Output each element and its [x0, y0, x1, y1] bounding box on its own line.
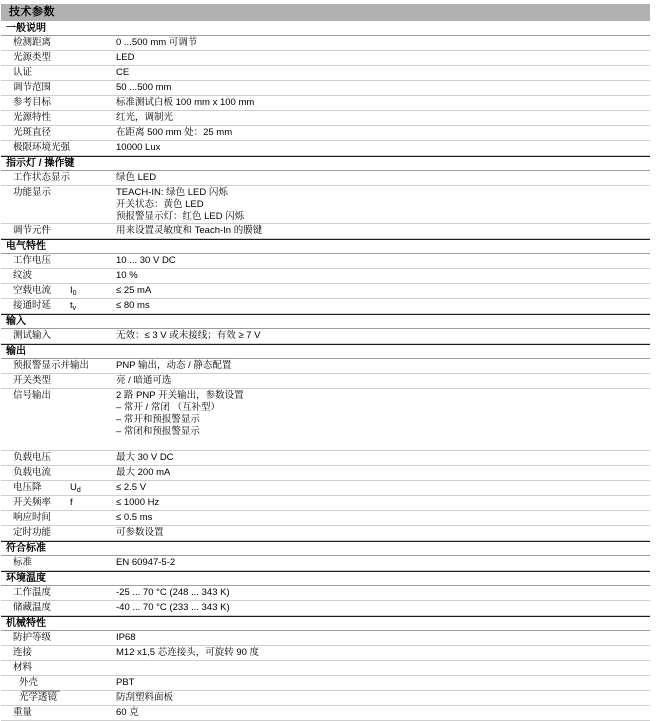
row-value: [116, 692, 650, 704]
value-line: 用来设置灵敏度和 Teach-In 的膜键: [116, 225, 263, 236]
row-label: 材料: [13, 662, 33, 673]
value-line: 无效：≤ 3 V 或未接线；有效 ≥ 7 V: [116, 330, 261, 341]
row-label: 极限环境光强: [13, 142, 71, 153]
row-value: [116, 300, 650, 312]
table-row: [1, 284, 650, 299]
table-row: [1, 269, 650, 284]
row-value: [116, 557, 650, 569]
value-line: IP68: [116, 632, 136, 643]
table-row: [1, 526, 650, 541]
table-row: [1, 66, 650, 81]
table-row: [1, 81, 650, 96]
row-value: [116, 647, 650, 659]
row-label: 开关类型: [13, 375, 52, 386]
table-row: [1, 96, 650, 111]
row-value: [116, 452, 650, 464]
value-line: – 常闭和预报警显示: [116, 426, 200, 437]
row-value: [116, 255, 650, 267]
table-row: [1, 676, 650, 691]
value-line: 开关状态：黄色 LED: [116, 199, 204, 210]
row-value: [116, 662, 650, 674]
row-value: [116, 270, 650, 282]
table-row: [1, 141, 650, 156]
value-line: 60 克: [116, 707, 139, 718]
value-line: 10 %: [116, 270, 138, 281]
table-row: [1, 631, 650, 646]
row-label: 测试输入: [13, 330, 52, 341]
row-symbol: $I_0$: [70, 285, 77, 297]
row-value: [116, 467, 650, 479]
value-line: 可参数设置: [116, 527, 164, 538]
value-line: 50 ...500 mm: [116, 82, 172, 93]
row-value: [116, 142, 650, 154]
row-value: [116, 707, 650, 719]
page-title: 技术参数: [1, 4, 650, 21]
value-line: 最大 200 mA: [116, 467, 171, 478]
table-row: [1, 389, 650, 451]
value-line: M12 x1,5 芯连接头，可旋转 90 度: [116, 647, 260, 658]
row-label: 标准: [13, 557, 33, 568]
table-row: [1, 661, 650, 676]
spec-section: [1, 156, 650, 239]
table-row: [1, 481, 650, 496]
value-line: 10000 Lux: [116, 142, 161, 153]
row-label: 光学透镜: [19, 692, 58, 703]
table-row: [1, 691, 650, 706]
row-value: [116, 285, 650, 297]
value-line: 红光，调制光: [116, 112, 174, 123]
table-row: [1, 171, 650, 186]
row-value: [116, 602, 650, 614]
section-header: 环境温度: [1, 571, 650, 586]
value-line: 防刮塑料面板: [116, 692, 174, 703]
value-line: 绿色 LED: [116, 172, 157, 183]
spec-section: [1, 239, 650, 314]
table-row: [1, 111, 650, 126]
section-header: 输出: [1, 344, 650, 359]
table-row: [1, 126, 650, 141]
table-row: [1, 451, 650, 466]
table-row: [1, 511, 650, 526]
table-row: [1, 254, 650, 269]
row-value: [116, 187, 650, 223]
spec-section: [1, 541, 650, 571]
row-value: [116, 632, 650, 644]
value-line: TEACH-IN: 绿色 LED 闪烁: [116, 187, 228, 198]
table-row: [1, 374, 650, 389]
table-row: [1, 299, 650, 314]
row-value: [116, 527, 650, 539]
table-row: [1, 646, 650, 661]
table-row: [1, 224, 650, 239]
row-label: 重量: [13, 707, 33, 718]
spec-table: [1, 22, 650, 721]
value-line: CE: [116, 67, 130, 78]
value-line: – 常开 / 常闭 （互补型）: [116, 402, 220, 413]
row-value: [116, 172, 650, 184]
row-label: 信号输出: [13, 390, 52, 401]
table-row: [1, 329, 650, 344]
row-label: 功能显示: [13, 187, 52, 198]
row-label: 定时功能: [13, 527, 52, 538]
section-header: 输入: [1, 314, 650, 329]
table-row: [1, 466, 650, 481]
value-line: [116, 438, 650, 450]
section-header: 机械特性: [1, 616, 650, 631]
section-header: 电气特性: [1, 239, 650, 254]
table-row: [1, 556, 650, 571]
section-header: 一般说明: [1, 22, 650, 36]
row-label: 防护等级: [13, 632, 52, 643]
value-line: 最大 30 V DC: [116, 452, 174, 463]
value-line: ≤ 2.5 V: [116, 482, 147, 493]
row-value: [116, 112, 650, 124]
row-label: 光源类型: [13, 52, 52, 63]
row-value: [116, 127, 650, 139]
table-row: [1, 359, 650, 374]
value-line: ≤ 25 mA: [116, 285, 152, 296]
value-line: 亮 / 暗通可选: [116, 375, 172, 386]
row-value: [116, 587, 650, 599]
row-value: [116, 375, 650, 387]
value-line: 预报警显示灯：红色 LED 闪烁: [116, 211, 245, 222]
row-label: 参考目标: [13, 97, 52, 108]
value-line: ≤ 1000 Hz: [116, 497, 160, 508]
row-value: [116, 390, 650, 450]
row-value: [116, 497, 650, 509]
row-label: 空载电流: [13, 285, 52, 296]
row-value: [116, 225, 650, 237]
value-line: 在距离 500 mm 处：25 mm: [116, 127, 233, 138]
row-value: [116, 330, 650, 342]
row-value: [116, 37, 650, 49]
value-line: 标准测试白板 100 mm x 100 mm: [116, 97, 255, 108]
row-value: [116, 512, 650, 524]
row-label: 负载电流: [13, 467, 52, 478]
row-label: 预报警显示并输出: [13, 360, 90, 371]
row-label: 开关频率: [13, 497, 52, 508]
row-label: 光源特性: [13, 112, 52, 123]
row-label: 储藏温度: [13, 602, 52, 613]
value-line: -25 ... 70 °C (248 ... 343 K): [116, 587, 230, 598]
row-symbol: $t_v$: [70, 300, 77, 312]
row-label: 纹波: [13, 270, 33, 281]
spec-sheet: [1, 4, 650, 721]
row-label: 工作温度: [13, 587, 52, 598]
value-line: -40 ... 70 °C (233 ... 343 K): [116, 602, 230, 613]
spec-section: [1, 344, 650, 541]
value-line: PBT: [116, 677, 135, 688]
row-symbol: $U_d$: [70, 482, 81, 494]
row-symbol: f: [70, 497, 73, 508]
row-label: 光斑直径: [13, 127, 52, 138]
value-line: [116, 662, 650, 674]
row-label: 检测距离: [13, 37, 52, 48]
table-row: [1, 496, 650, 511]
row-label: 接通时延: [13, 300, 52, 311]
row-label: 外壳: [19, 677, 39, 688]
row-label: 调节元件: [13, 225, 52, 236]
value-line: 0 ...500 mm 可调节: [116, 37, 198, 48]
row-label: 响应时间: [13, 512, 52, 523]
row-label: 调节范围: [13, 82, 52, 93]
spec-section: [1, 314, 650, 344]
row-label: 工作状态显示: [13, 172, 71, 183]
section-header: 符合标准: [1, 541, 650, 556]
clipped-next-row-sliver: [22, 690, 60, 692]
row-value: [116, 482, 650, 494]
section-header: 指示灯 / 操作键: [1, 156, 650, 171]
value-line: ≤ 80 ms: [116, 300, 150, 311]
value-line: LED: [116, 52, 135, 63]
table-row: [1, 36, 650, 51]
row-label: 工作电压: [13, 255, 52, 266]
value-line: ≤ 0.5 ms: [116, 512, 153, 523]
table-row: [1, 706, 650, 721]
value-line: – 常开和预报警显示: [116, 414, 200, 425]
row-label: 负载电压: [13, 452, 52, 463]
spec-section: [1, 22, 650, 156]
table-row: [1, 586, 650, 601]
spec-section: [1, 616, 650, 721]
row-value: [116, 677, 650, 689]
value-line: EN 60947-5-2: [116, 557, 176, 568]
row-value: [116, 97, 650, 109]
table-row: [1, 186, 650, 224]
value-line: PNP 输出，动态 / 静态配置: [116, 360, 232, 371]
spec-section: [1, 571, 650, 616]
value-line: 10 ... 30 V DC: [116, 255, 176, 266]
row-label: 连接: [13, 647, 33, 658]
row-value: [116, 82, 650, 94]
row-label: 电压降: [13, 482, 42, 493]
value-line: 2 路 PNP 开关输出，参数设置: [116, 390, 244, 401]
row-label: 认证: [13, 67, 33, 78]
row-value: [116, 67, 650, 79]
table-row: [1, 601, 650, 616]
row-value: [116, 360, 650, 372]
row-value: [116, 52, 650, 64]
table-row: [1, 51, 650, 66]
